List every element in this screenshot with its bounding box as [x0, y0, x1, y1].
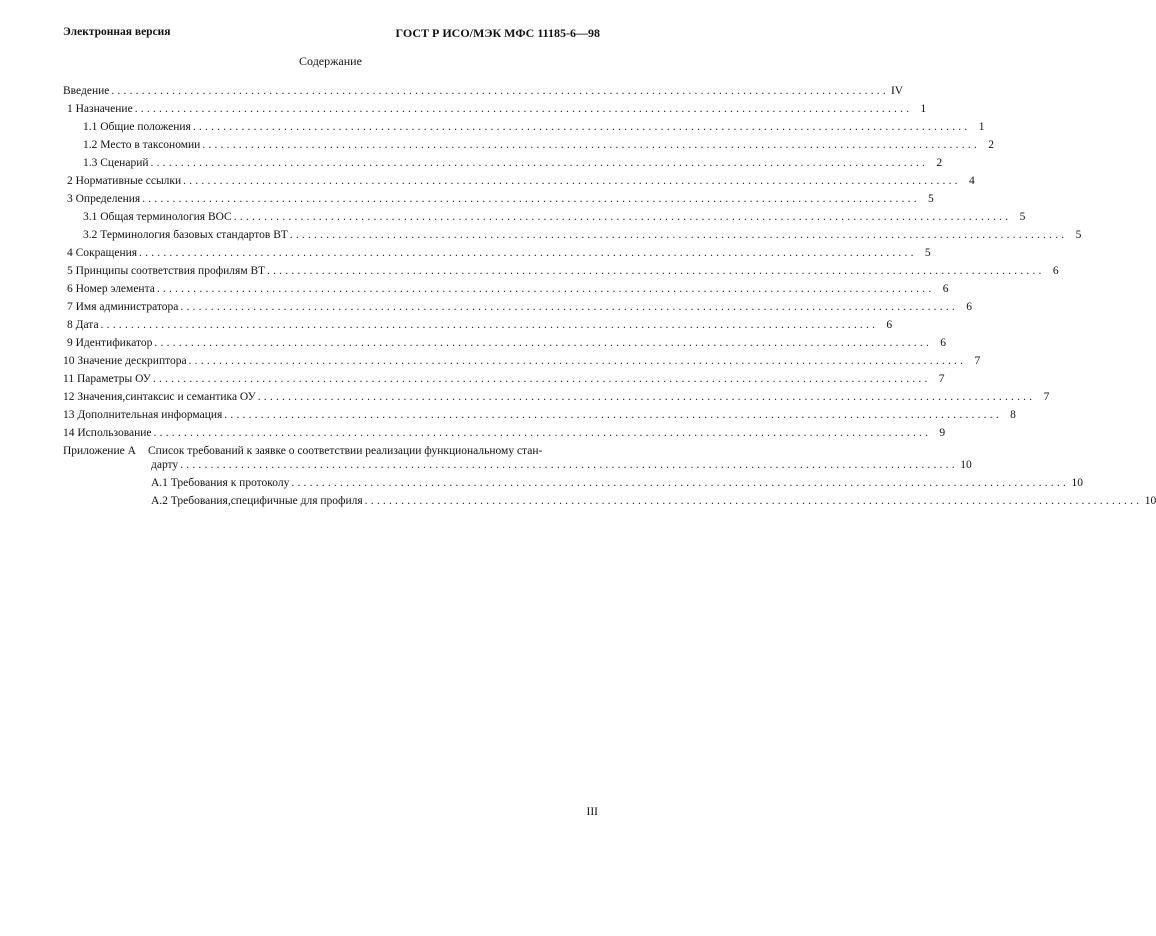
toc-entry-page: 1: [920, 103, 927, 115]
toc-entry-label: 14 Использование: [63, 427, 152, 439]
toc-entry-page: 6: [942, 283, 949, 295]
toc-entry-3-2[interactable]: [83, 228, 1082, 242]
annex-title-line1[interactable]: Список требований к заявке о соответствии реализации функциональному стан-: [148, 445, 543, 457]
toc-entry-page: 7: [938, 373, 945, 385]
toc-entry-page: 2: [936, 157, 943, 169]
dot-leader: ................................................................................................................................: [233, 211, 1012, 223]
toc-entry-1-1[interactable]: [83, 120, 985, 134]
toc-entry-6[interactable]: [67, 282, 949, 296]
dot-leader: ................................................................................................................................: [154, 337, 933, 349]
toc-entry-9[interactable]: [67, 336, 947, 350]
header-standard-number: ГОСТ Р ИСО/МЭК МФС 11185-6—98: [395, 26, 600, 40]
toc-entry-label: 1 Назначение: [67, 103, 133, 115]
toc-entry-1-3[interactable]: [83, 156, 943, 170]
toc-entry-10[interactable]: [63, 354, 981, 368]
toc-entry-page: 4: [969, 175, 975, 187]
toc-entry-1-2[interactable]: [83, 138, 994, 152]
annex-label: Приложение А: [63, 445, 136, 457]
toc-entry-page: 1: [978, 121, 985, 133]
dot-leader: ................................................................................................................................: [156, 283, 935, 295]
toc-entry-page: 10: [1071, 477, 1083, 489]
dot-leader: ................................................................................................................................: [180, 301, 958, 313]
toc-entry-label: 2 Нормативные ссылки: [67, 175, 182, 187]
toc-entry-page: 9: [939, 427, 946, 439]
toc-entry-label: 1.2 Место в таксономии: [83, 139, 201, 151]
toc-entry-label: 3.2 Терминология базовых стандартов ВТ: [83, 229, 288, 241]
toc-entry-label: 3.1 Общая терминология ВОС: [83, 211, 232, 223]
dot-leader: ................................................................................................................................: [111, 85, 889, 97]
toc-entry-4[interactable]: [67, 246, 931, 260]
toc-entry-page: IV: [890, 85, 904, 97]
toc-entry-label: 11 Параметры ОУ: [63, 373, 151, 385]
dot-leader: ................................................................................................................................: [364, 495, 1143, 507]
toc-entry-11[interactable]: [63, 372, 945, 386]
toc-entry-label: 7 Имя администратора: [67, 301, 179, 313]
toc-entry-label: 1.3 Сценарий: [83, 157, 149, 169]
toc-entry-page: 10: [1144, 495, 1156, 507]
toc-entry-label: А.2 Требования,специфичные для профиля: [151, 495, 363, 507]
dot-leader: ................................................................................................................................: [257, 391, 1036, 403]
toc-entry-3-1[interactable]: [83, 210, 1026, 224]
toc-entry-5[interactable]: [67, 264, 1059, 278]
toc-entry-12[interactable]: [63, 390, 1050, 404]
dot-leader: ................................................................................................................................: [152, 373, 931, 385]
toc-entry-label: 13 Дополнительная информация: [63, 409, 223, 421]
dot-leader: ................................................................................................................................: [153, 427, 932, 439]
annex-entry-a1[interactable]: [151, 476, 1083, 490]
header-edition-label: Электронная версия: [63, 26, 171, 38]
toc-entry-3[interactable]: [67, 192, 934, 206]
toc-entry-1[interactable]: [67, 102, 927, 116]
toc-entry-page: 2: [988, 139, 994, 151]
toc-entry-label: 8 Дата: [67, 319, 99, 331]
toc-entry-8[interactable]: [67, 318, 893, 332]
toc-entry-label: А.1 Требования к протоколу: [151, 477, 290, 489]
toc-entry-14[interactable]: [63, 426, 946, 440]
toc-entry-page: 7: [1043, 391, 1050, 403]
annex-title-line2[interactable]: [151, 458, 972, 472]
dot-leader: ................................................................................................................................: [291, 477, 1069, 489]
dot-leader: ................................................................................................................................: [267, 265, 1045, 277]
toc-entry-label: 1.1 Общие положения: [83, 121, 191, 133]
toc-entry-label: 9 Идентификатор: [67, 337, 153, 349]
toc-entry-page: 5: [928, 193, 934, 205]
toc-entry-2[interactable]: [67, 174, 975, 188]
dot-leader: ................................................................................................................................: [100, 319, 879, 331]
dot-leader: ................................................................................................................................: [224, 409, 1002, 421]
toc-entry-page: 8: [1010, 409, 1016, 421]
dot-leader: ................................................................................................................................: [150, 157, 929, 169]
annex-entry-a2[interactable]: [151, 494, 1156, 508]
toc-entry-page: 6: [886, 319, 893, 331]
dot-leader: ................................................................................................................................: [134, 103, 913, 115]
dot-leader: ................................................................................................................................: [180, 459, 958, 471]
toc-entry-page: 6: [940, 337, 947, 349]
page-number: III: [586, 806, 598, 818]
toc-entry-label: 12 Значения,синтаксис и семантика ОУ: [63, 391, 256, 403]
toc-entry-page: 5: [1075, 229, 1082, 241]
toc-entry-label: 4 Сокращения: [67, 247, 138, 259]
toc-entry-page: 6: [1052, 265, 1059, 277]
toc-entry-label: 5 Принципы соответствия профилям ВТ: [67, 265, 266, 277]
toc-entry-label: 6 Номер элемента: [67, 283, 155, 295]
dot-leader: ................................................................................................................................: [289, 229, 1068, 241]
toc-entry-13[interactable]: [63, 408, 1016, 422]
toc-entry-page: 5: [924, 247, 931, 259]
dot-leader: ................................................................................................................................: [183, 175, 961, 187]
toc-entry-7[interactable]: [67, 300, 972, 314]
dot-leader: ................................................................................................................................: [142, 193, 920, 205]
toc-entry-label: 3 Определения: [67, 193, 141, 205]
toc-entry-label: Введение: [63, 85, 110, 97]
toc-entry-label: дарту: [151, 459, 179, 471]
page-title: Содержание: [299, 54, 362, 68]
toc-entry-page: 7: [974, 355, 981, 367]
dot-leader: ................................................................................................................................: [192, 121, 971, 133]
dot-leader: ................................................................................................................................: [139, 247, 917, 259]
toc-entry-page: 10: [960, 459, 972, 471]
dot-leader: ................................................................................................................................: [188, 355, 967, 367]
toc-entry-label: 10 Значение дескриптора: [63, 355, 187, 367]
toc-entry-page: 6: [966, 301, 972, 313]
toc-entry-introduction[interactable]: [63, 84, 904, 98]
dot-leader: ................................................................................................................................: [202, 139, 980, 151]
toc-entry-page: 5: [1019, 211, 1026, 223]
